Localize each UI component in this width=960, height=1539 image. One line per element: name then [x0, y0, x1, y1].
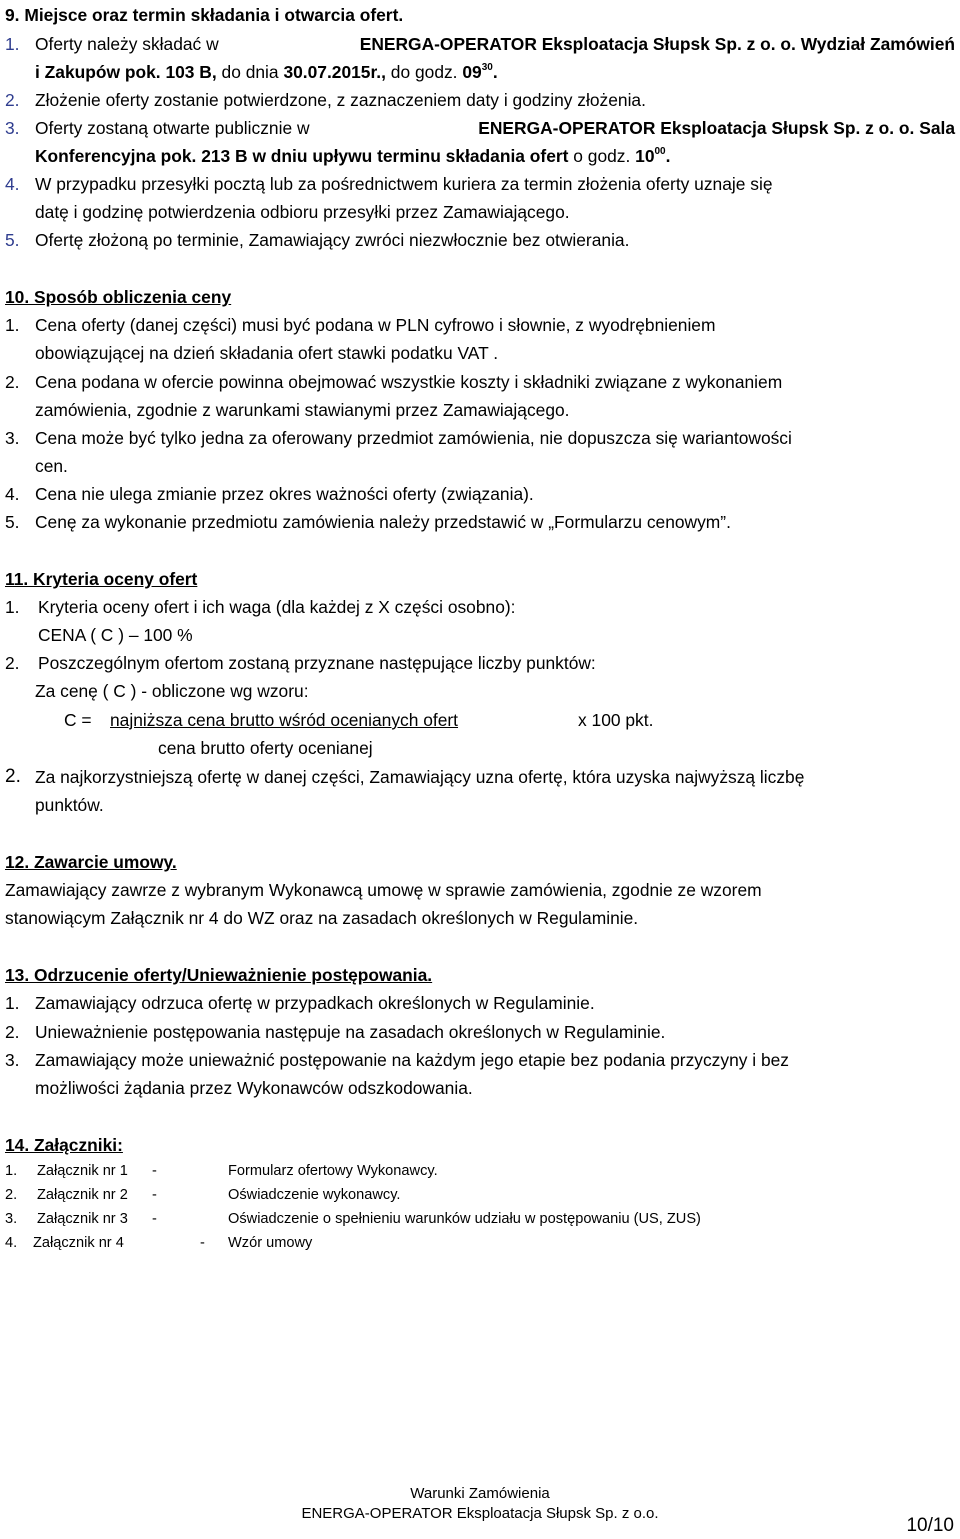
formula-numerator: najniższa cena brutto wśród ocenianych ofert [110, 710, 459, 730]
section-9-heading: 9. Miejsce oraz termin składania i otwarcia ofert. [5, 5, 404, 25]
text-run: Oferty należy składać w [35, 34, 219, 54]
text-run-bold: Konferencyjna pok. 213 B w dniu upływu terminu składania ofert [35, 146, 569, 166]
hour-value: 09 [462, 62, 482, 82]
section-13-item-1: Zamawiający odrzuca ofertę w przypadkach określonych w Regulaminie. [35, 993, 595, 1013]
list-number: 2. [5, 653, 20, 673]
section-10-item-3-line-2: cen. [35, 456, 68, 476]
deadline-date: 30.07.2015r., [283, 62, 386, 82]
hour-value: 10 [635, 146, 655, 166]
attachment-description: Formularz ofertowy Wykonawcy. [228, 1163, 438, 1179]
footer-title: Warunki Zamówienia [410, 1485, 550, 1502]
price-weight: CENA ( C ) – 100 % [38, 625, 193, 645]
text-run: do godz. [390, 62, 458, 82]
list-number: 3. [5, 118, 20, 138]
section-10-item-1-line-1 [35, 313, 955, 337]
list-number: 3. [5, 428, 20, 448]
punctuation: . [665, 146, 671, 166]
section-9-item-2: Złożenie oferty zostanie potwierdzone, z zaznaczeniem daty i godziny złożenia. [35, 90, 646, 110]
section-13-item-2: Unieważnienie postępowania następuje na zasadach określonych w Regulaminie. [35, 1022, 666, 1042]
list-number: 1. [5, 315, 20, 335]
section-11-item-3-line-1: Za najkorzystniejszą ofertę w danej części, Zamawiający uzna ofertę, która uzyska najwyższą liczbę [35, 767, 805, 787]
attachment-dash: - [200, 1235, 205, 1251]
text-run: o godz. [573, 146, 631, 166]
section-11-item-3-line-2: punktów. [35, 795, 104, 815]
minute-superscript: 00 [654, 146, 666, 157]
text-run: Oferty zostaną otwarte publicznie w [35, 118, 310, 138]
section-13-item-3-line-2: możliwości żądania przez Wykonawców odszkodowania. [35, 1078, 473, 1098]
section-11-heading: 11. Kryteria oceny ofert [5, 569, 198, 589]
attachment-description: Wzór umowy [228, 1235, 313, 1251]
punctuation: . [492, 62, 498, 82]
text-run-bold: ENERGA-OPERATOR Eksploatacja Słupsk Sp. z o. o. Sala [478, 118, 955, 138]
footer-company: ENERGA-OPERATOR Eksploatacja Słupsk Sp. z o.o. [301, 1505, 659, 1522]
section-9-item-1-line-2 [35, 60, 498, 84]
attachment-label: Załącznik nr 4 [33, 1235, 124, 1251]
attachment-label: Załącznik nr 2 [37, 1187, 128, 1203]
section-10-heading: 10. Sposób obliczenia ceny [5, 287, 232, 307]
list-number: 1. [5, 34, 20, 54]
text-run-bold: i Zakupów pok. 103 B, [35, 62, 217, 82]
list-number: 2. [5, 372, 20, 392]
attachment-label: Załącznik nr 3 [37, 1211, 128, 1227]
attachment-dash: - [152, 1211, 157, 1227]
section-13-item-3-line-1: Zamawiający może unieważnić postępowanie na każdym jego etapie bez podania przyczyny i bez [35, 1050, 790, 1070]
section-9-item-1-line-1 [35, 32, 955, 56]
section-13-heading: 13. Odrzucenie oferty/Unieważnienie postępowania. [5, 965, 433, 985]
text-run: Cena oferty (danej części) musi być podana w PLN cyfrowo i słownie, z wyodrębnieniem [35, 315, 716, 335]
attachment-number: 2. [5, 1187, 18, 1203]
formula-symbol: C = [64, 710, 92, 730]
attachment-number: 3. [5, 1211, 18, 1227]
list-number: 1. [5, 597, 20, 617]
list-number: 5. [5, 512, 20, 532]
attachment-number: 1. [5, 1163, 18, 1179]
formula-multiplier: x 100 pkt. [578, 710, 654, 730]
section-10-item-2-line-2: zamówienia, zgodnie z warunkami stawianymi przez Zamawiającego. [35, 400, 570, 420]
section-14-heading: 14. Załączniki: [5, 1135, 123, 1155]
section-9-item-3-line-2 [35, 144, 670, 168]
section-10-item-1-line-2: obowiązującej na dzień składania ofert stawki podatku VAT . [35, 343, 499, 363]
list-number: 1. [5, 993, 20, 1013]
opening-hour [635, 146, 670, 166]
attachment-description: Oświadczenie wykonawcy. [228, 1187, 401, 1203]
section-9-item-4-line-1: W przypadku przesyłki pocztą lub za pośrednictwem kuriera za termin złożenia oferty uznaje się [35, 174, 773, 194]
section-10-item-3-line-1: Cena może być tylko jedna za oferowany przedmiot zamówienia, nie dopuszcza się wariantowości [35, 428, 792, 448]
list-number: 2. [5, 1022, 20, 1042]
attachment-dash: - [152, 1163, 157, 1179]
section-9-item-4-line-2: datę i godzinę potwierdzenia odbioru przesyłki przez Zamawiającego. [35, 202, 570, 222]
list-number: 4. [5, 484, 20, 504]
list-number: 5. [5, 230, 20, 250]
attachment-label: Załącznik nr 1 [37, 1163, 128, 1179]
list-number: 4. [5, 174, 20, 194]
list-number: 2. [5, 766, 21, 787]
price-formula-intro: Za cenę ( C ) - obliczone wg wzoru: [35, 681, 309, 701]
section-12-text-line-2: stanowiącym Załącznik nr 4 do WZ oraz na zasadach określonych w Regulaminie. [5, 908, 639, 928]
section-10-item-4: Cena nie ulega zmianie przez okres ważności oferty (związania). [35, 484, 534, 504]
section-11-item-1: Kryteria oceny ofert i ich waga (dla każdej z X części osobno): [38, 597, 516, 617]
formula-denominator: cena brutto oferty ocenianej [158, 738, 373, 758]
deadline-hour [462, 62, 497, 82]
page-number: 10/10 [906, 1515, 954, 1536]
minute-superscript: 30 [481, 62, 493, 73]
attachment-dash: - [152, 1187, 157, 1203]
section-10-item-2-line-1: Cena podana w ofercie powinna obejmować wszystkie koszty i składniki związane z wykonaniem [35, 372, 783, 392]
attachment-description: Oświadczenie o spełnieniu warunków udziału w postępowaniu (US, ZUS) [228, 1211, 701, 1227]
text-run: do dnia [221, 62, 279, 82]
section-12-text-line-1: Zamawiający zawrze z wybranym Wykonawcą umowę w sprawie zamówienia, zgodnie ze wzorem [5, 880, 762, 900]
attachment-number: 4. [5, 1235, 18, 1251]
section-12-heading: 12. Zawarcie umowy. [5, 852, 177, 872]
section-11-item-2: Poszczególnym ofertom zostaną przyznane następujące liczby punktów: [38, 653, 596, 673]
list-number: 3. [5, 1050, 20, 1070]
section-10-item-5: Cenę za wykonanie przedmiotu zamówienia należy przedstawić w „Formularzu cenowym”. [35, 512, 731, 532]
list-number: 2. [5, 90, 20, 110]
section-9-item-3-line-1 [35, 116, 955, 140]
section-9-item-5: Ofertę złożoną po terminie, Zamawiający zwróci niezwłocznie bez otwierania. [35, 230, 630, 250]
text-run-bold: ENERGA-OPERATOR Eksploatacja Słupsk Sp. z o. o. Wydział Zamówień [359, 34, 955, 54]
